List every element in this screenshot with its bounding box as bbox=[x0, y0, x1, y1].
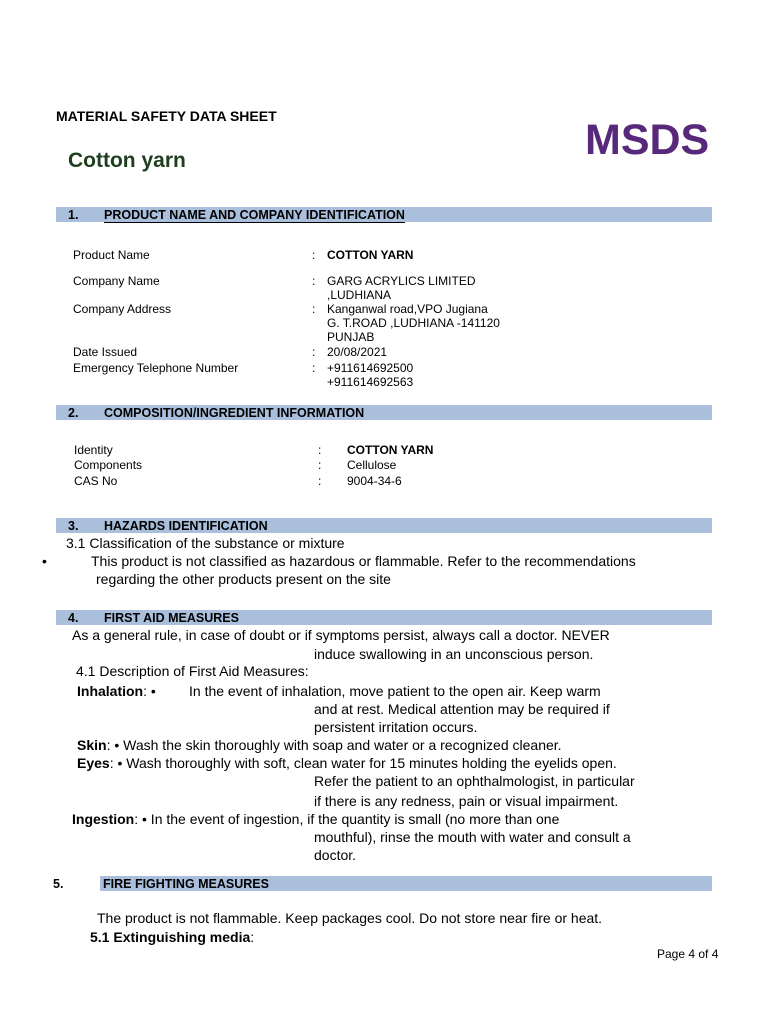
cas-no-label: CAS No bbox=[74, 474, 118, 488]
section-2-title: COMPOSITION/INGREDIENT INFORMATION bbox=[104, 406, 365, 420]
product-name-label: Product Name bbox=[73, 248, 150, 262]
page-number: Page 4 of 4 bbox=[657, 947, 719, 961]
section-3-heading bbox=[68, 519, 268, 533]
ingestion-text-3: doctor. bbox=[314, 847, 357, 863]
colon: : bbox=[312, 274, 316, 288]
section-4-title: FIRST AID MEASURES bbox=[104, 611, 239, 625]
section-5-title: FIRE FIGHTING MEASURES bbox=[103, 877, 269, 891]
section-3-subheading: 3.1 Classification of the substance or mixture bbox=[66, 535, 345, 551]
components-value: Cellulose bbox=[347, 458, 397, 472]
company-address-line-3: PUNJAB bbox=[327, 330, 375, 344]
section-4-number: 4. bbox=[68, 611, 79, 625]
eyes-text-2: Refer the patient to an ophthalmologist, in particular bbox=[314, 773, 635, 789]
inhalation-text-2: and at rest. Medical attention may be required if bbox=[314, 701, 610, 717]
document-title: MATERIAL SAFETY DATA SHEET bbox=[56, 108, 277, 124]
inhalation-label: Inhalation bbox=[77, 683, 144, 699]
first-aid-intro-1: As a general rule, in case of doubt or if symptoms persist, always call a doctor. NEVER bbox=[72, 627, 610, 643]
first-aid-subheading: 4.1 Description of First Aid Measures: bbox=[76, 663, 309, 679]
section-4-heading bbox=[68, 611, 239, 625]
eyes-text-1: : • Wash thoroughly with soft, clean water for 15 minutes holding the eyelids open. bbox=[109, 755, 617, 771]
eyes-label: Eyes bbox=[77, 755, 110, 771]
colon: : bbox=[318, 458, 322, 472]
hazard-text-line-2: regarding the other products present on the site bbox=[96, 571, 391, 587]
section-2-heading bbox=[68, 406, 364, 420]
eyes-text-3: if there is any redness, pain or visual impairment. bbox=[314, 793, 619, 809]
identity-label: Identity bbox=[74, 443, 113, 457]
colon: : bbox=[318, 474, 322, 488]
extinguishing-media-row bbox=[90, 929, 254, 945]
company-name-line-2: ,LUDHIANA bbox=[327, 288, 392, 302]
inhalation-text-3: persistent irritation occurs. bbox=[314, 719, 478, 735]
company-address-line-1: Kanganwal road,VPO Jugiana bbox=[327, 302, 488, 316]
extinguishing-media-colon: : bbox=[250, 929, 255, 945]
emergency-phone-2: +911614692563 bbox=[327, 375, 414, 389]
inhalation-bullet: : • bbox=[143, 683, 156, 699]
colon: : bbox=[312, 361, 316, 375]
section-1-number: 1. bbox=[68, 208, 79, 222]
skin-row bbox=[77, 737, 562, 753]
section-3-number: 3. bbox=[68, 519, 79, 533]
section-5-number: 5. bbox=[53, 877, 64, 891]
inhalation-text-1: In the event of inhalation, move patient to the open air. Keep warm bbox=[189, 683, 601, 699]
extinguishing-media-label: 5.1 Extinguishing media bbox=[90, 929, 251, 945]
company-address-line-2: G. T.ROAD ,LUDHIANA -141120 bbox=[327, 316, 500, 330]
ingestion-text-2: mouthful), rinse the mouth with water and consult a bbox=[314, 829, 631, 845]
hazard-text-line-1: This product is not classified as hazardous or flammable. Refer to the recommendations bbox=[91, 553, 636, 569]
date-issued-label: Date Issued bbox=[73, 345, 138, 359]
inhalation-row bbox=[77, 683, 156, 699]
ingestion-text-1: : • In the event of ingestion, if the quantity is small (no more than one bbox=[134, 811, 560, 827]
bullet-icon: • bbox=[42, 553, 47, 569]
section-2-number: 2. bbox=[68, 406, 79, 420]
first-aid-intro-2: induce swallowing in an unconscious person. bbox=[314, 646, 594, 662]
msds-logo: MSDS bbox=[585, 116, 710, 164]
company-name-line-1: GARG ACRYLICS LIMITED bbox=[327, 274, 476, 288]
emergency-phone-1: +911614692500 bbox=[327, 361, 414, 375]
section-1-title: PRODUCT NAME AND COMPANY IDENTIFICATION bbox=[104, 208, 405, 222]
section-1-heading bbox=[68, 208, 405, 222]
date-issued-value: 20/08/2021 bbox=[327, 345, 388, 359]
identity-value: COTTON YARN bbox=[347, 443, 434, 457]
colon: : bbox=[312, 248, 316, 262]
cas-no-value: 9004-34-6 bbox=[347, 474, 402, 488]
colon: : bbox=[312, 345, 316, 359]
section-3-title: HAZARDS IDENTIFICATION bbox=[104, 519, 268, 533]
company-address-label: Company Address bbox=[73, 302, 172, 316]
colon: : bbox=[312, 302, 316, 316]
emergency-phone-label: Emergency Telephone Number bbox=[73, 361, 239, 375]
company-name-label: Company Name bbox=[73, 274, 160, 288]
skin-label: Skin bbox=[77, 737, 107, 753]
skin-text: : • Wash the skin thoroughly with soap and water or a recognized cleaner. bbox=[106, 737, 562, 753]
colon: : bbox=[318, 443, 322, 457]
ingestion-label: Ingestion bbox=[72, 811, 135, 827]
ingestion-row bbox=[72, 811, 559, 827]
product-title: Cotton yarn bbox=[68, 149, 186, 172]
eyes-row bbox=[77, 755, 617, 771]
fire-fighting-text: The product is not flammable. Keep packages cool. Do not store near fire or heat. bbox=[97, 910, 603, 926]
components-label: Components bbox=[74, 458, 143, 472]
product-name-value: COTTON YARN bbox=[327, 248, 414, 262]
